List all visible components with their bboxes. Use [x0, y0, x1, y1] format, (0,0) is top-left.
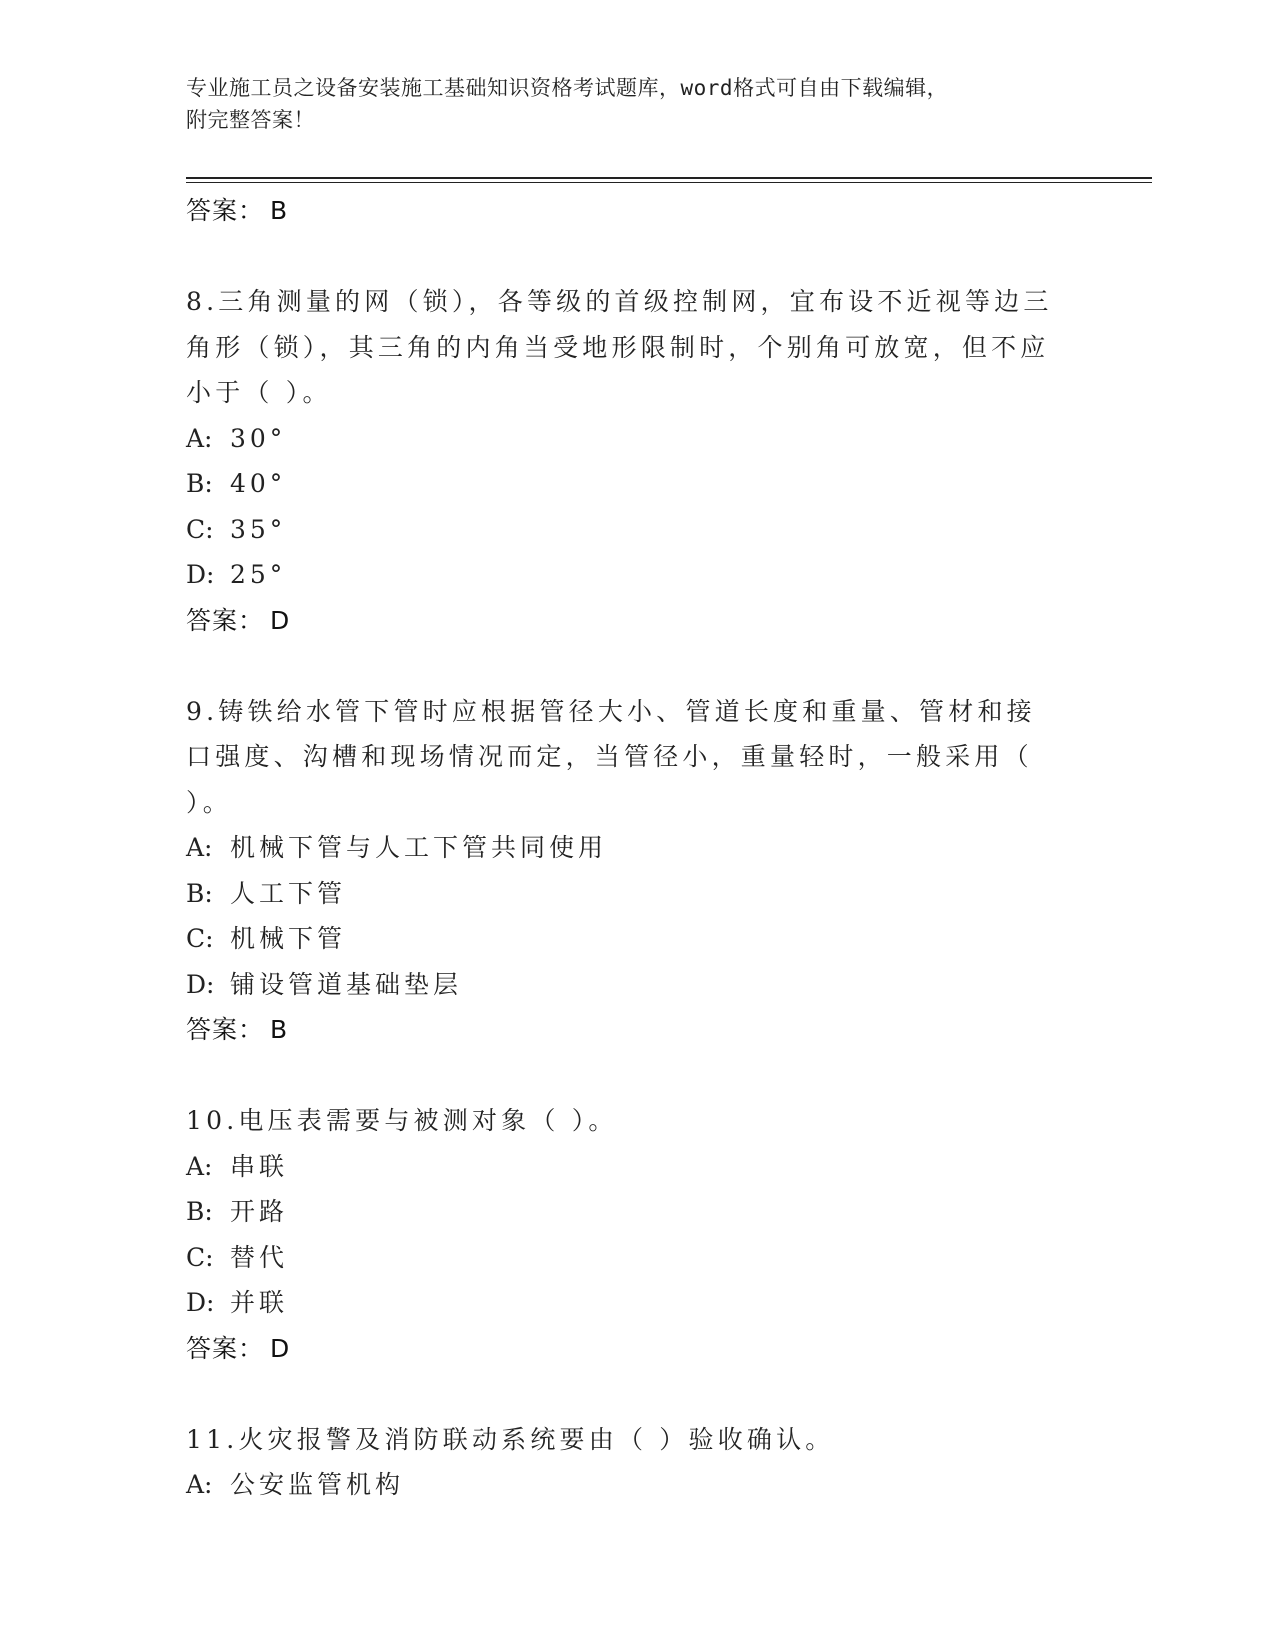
header-line-2: 附完整答案！ — [186, 108, 315, 132]
option-c — [186, 916, 1086, 962]
option-key: C: — [186, 924, 214, 953]
option-list — [186, 1144, 1086, 1326]
document-header — [186, 72, 1066, 136]
option-a — [186, 1144, 1086, 1190]
question-11 — [186, 1417, 1086, 1508]
option-text: 机械下管 — [230, 924, 347, 953]
header-divider-thick — [186, 177, 1152, 179]
answer-value: D — [270, 605, 291, 635]
option-text: 开路 — [230, 1197, 289, 1226]
question-list — [186, 188, 1086, 1508]
option-text: 铺设管道基础垫层 — [230, 969, 463, 999]
question-text: 8.三角测量的网（锁），各等级的首级控制网，宜布设不近视等边三角形（锁），其三角的内角当受地形限制时，个别角可放宽，但不应小于（ ）。 — [186, 287, 1053, 407]
option-key: D: — [186, 560, 215, 589]
option-text: 40° — [230, 469, 287, 498]
option-text: 35° — [230, 514, 287, 544]
answer-line — [186, 1326, 1086, 1372]
option-key: A: — [186, 423, 213, 453]
question-10 — [186, 1098, 1086, 1372]
option-text: 30° — [230, 423, 287, 453]
answer-label: 答案： — [186, 1015, 265, 1044]
option-text: 公安监管机构 — [230, 1470, 405, 1499]
option-key: D: — [186, 1288, 215, 1317]
answer-line — [186, 1007, 1086, 1053]
option-text: 人工下管 — [230, 878, 347, 908]
header-line-1: 专业施工员之设备安装施工基础知识资格考试题库，word格式可自由下载编辑， — [186, 76, 949, 100]
answer-value: D — [270, 1333, 291, 1363]
question-text: 10.电压表需要与被测对象（ ）。 — [186, 1106, 618, 1135]
option-key: A: — [186, 1151, 213, 1181]
option-d — [186, 962, 1086, 1008]
option-c — [186, 1235, 1086, 1281]
option-d — [186, 552, 1086, 598]
option-key: B: — [186, 878, 213, 908]
question-text: 11.火灾报警及消防联动系统要由（ ）验收确认。 — [186, 1424, 835, 1454]
option-text: 串联 — [230, 1151, 289, 1181]
answer-value: B — [270, 1015, 289, 1044]
option-list — [186, 1462, 1086, 1508]
option-b — [186, 461, 1086, 507]
question-text: 9.铸铁给水管下管时应根据管径大小、管道长度和重量、管材和接口强度、沟槽和现场情况而定，当管径小，重量轻时，一般采用（ ）。 — [186, 696, 1036, 817]
option-key: A: — [186, 833, 213, 862]
option-key: B: — [186, 1197, 213, 1226]
header-divider-thin — [186, 182, 1152, 183]
option-text: 机械下管与人工下管共同使用 — [230, 833, 608, 862]
option-a — [186, 1462, 1086, 1508]
option-c — [186, 507, 1086, 553]
option-b — [186, 1189, 1086, 1235]
option-b — [186, 871, 1086, 917]
question-8 — [186, 279, 1086, 644]
option-list — [186, 416, 1086, 598]
option-d — [186, 1280, 1086, 1326]
option-key: D: — [186, 969, 215, 999]
option-text: 25° — [230, 560, 287, 589]
option-text: 替代 — [230, 1242, 289, 1272]
option-a — [186, 416, 1086, 462]
answer-value: B — [270, 196, 289, 225]
answer-label: 答案： — [186, 605, 265, 635]
option-a — [186, 825, 1086, 871]
option-key: C: — [186, 514, 214, 544]
question-9 — [186, 689, 1086, 1054]
option-key: C: — [186, 1242, 214, 1272]
option-key: A: — [186, 1470, 213, 1499]
answer-label: 答案： — [186, 196, 265, 225]
option-text: 并联 — [230, 1288, 289, 1317]
answer-label: 答案： — [186, 1333, 265, 1363]
option-key: B: — [186, 469, 213, 498]
answer-line — [186, 598, 1086, 644]
answer-line-q7 — [186, 188, 1086, 234]
option-list — [186, 825, 1086, 1007]
